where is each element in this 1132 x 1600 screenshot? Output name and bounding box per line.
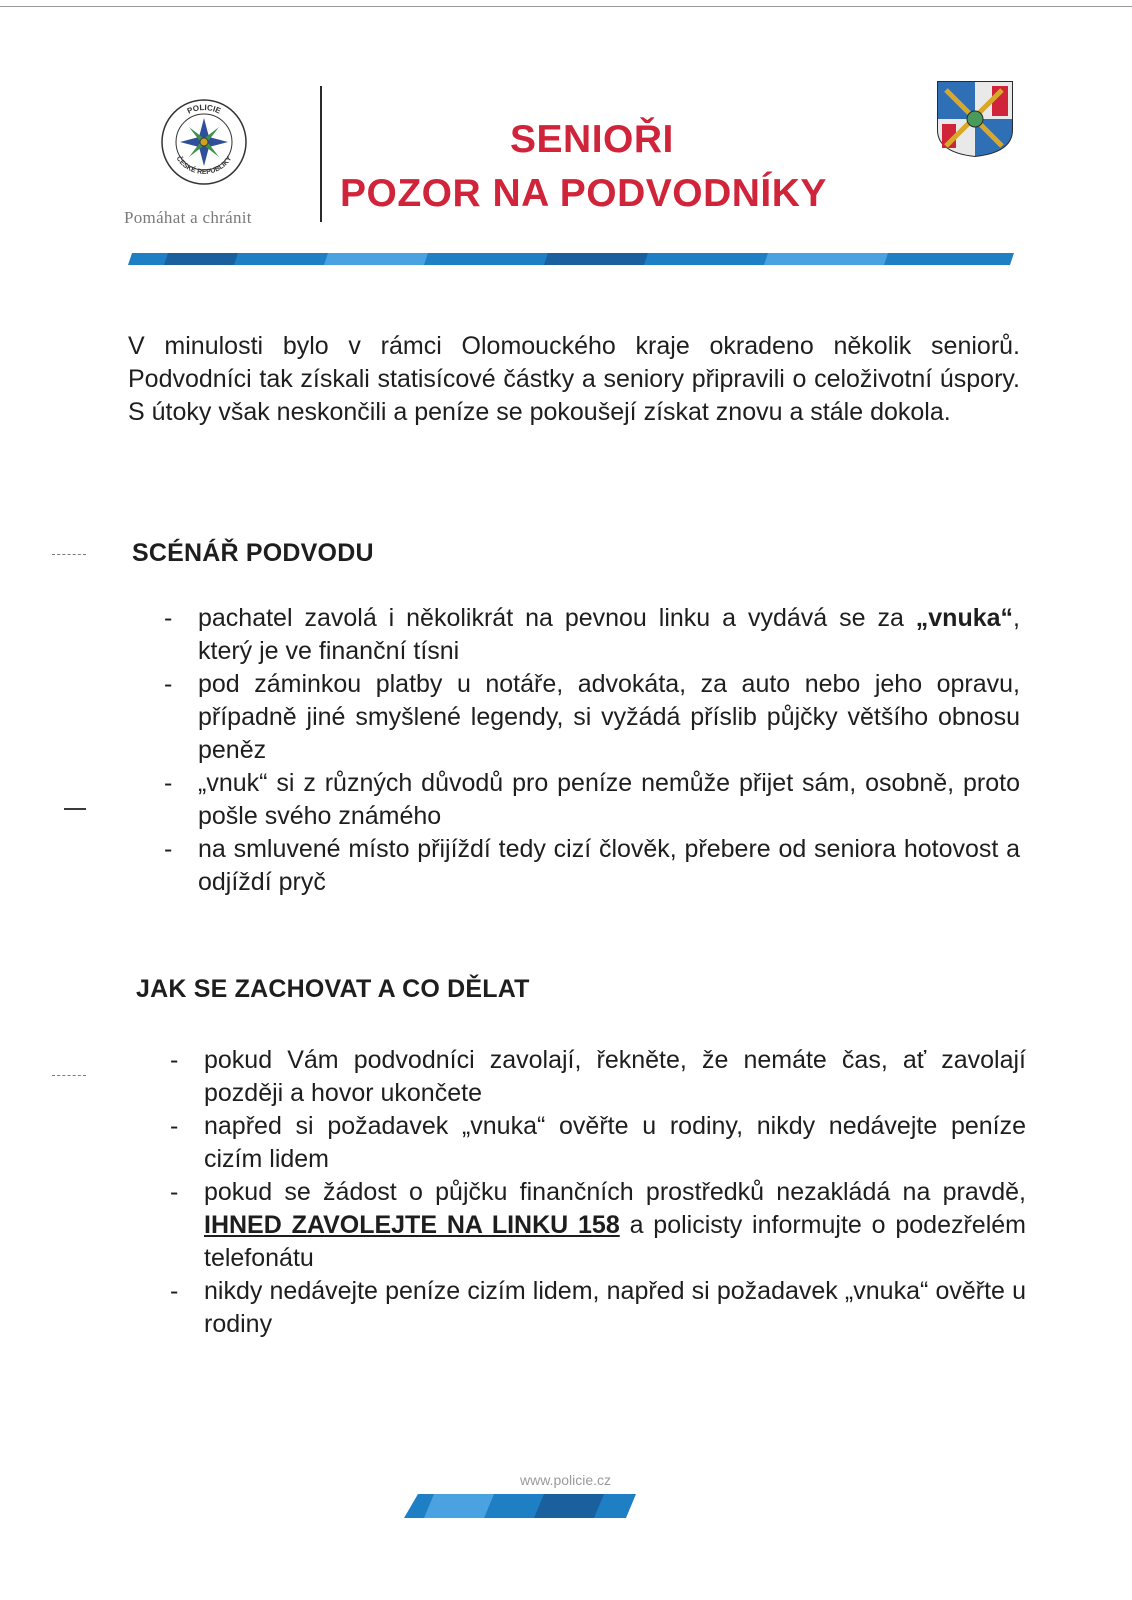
bullet-dash: - [170,1112,179,1140]
bullet-dash: - [164,604,173,632]
item-text: pokud se žádost o půjčku finančních prostředků nezakládá na pravdě, [204,1178,1026,1206]
item-text: pod záminkou platby u notáře, advokáta, za auto nebo jeho opravu, případně jiné smyšlené legendy, si vyžádá příslib půjčky většího obnosu peněz [198,670,1020,764]
list-item [170,1044,1026,1110]
item-text: nikdy nedávejte peníze cizím lidem, napřed si požadavek „vnuka“ ověřte u rodiny [204,1277,1026,1338]
list-item [170,1110,1026,1176]
bullet-dash: - [164,670,173,698]
list-item [170,1275,1026,1341]
police-motto: Pomáhat a chránit [124,208,252,227]
bullet-dash: - [170,1277,179,1305]
list-item [164,602,1020,668]
item-text: „vnuk“ si z různých důvodů pro peníze nemůže přijet sám, osobně, proto pošle svého známého [198,769,1020,830]
list-item [164,668,1020,767]
list-item [164,833,1020,899]
olomouc-region-crest-icon [936,80,1014,158]
intro-paragraph: V minulosti bylo v rámci Olomouckého kraje okradeno několik seniorů. Podvodníci tak získali statisícové částky a seniory připravili o celoživotní úspory. S útoky však neskončili a peníze se pokoušejí získat znovu a stále dokola. [128,332,1020,426]
footer-stripe [404,1494,644,1518]
scan-edge-line [0,6,1132,7]
bullet-dash: - [170,1178,179,1206]
section-heading-advice: JAK SE ZACHOVAT A CO DĚLAT [136,975,530,1003]
scenario-list [164,602,1020,899]
emergency-call-highlight: IHNED ZAVOLEJTE NA LINKU 158 [204,1211,620,1239]
page-title-line1: SENIOŘI [510,118,674,161]
margin-mark [52,554,86,556]
bullet-dash: - [164,769,173,797]
header-divider [320,86,322,222]
item-text: a policisty informujte o podezřelém telefonátu [204,1211,1026,1272]
item-text: , který je ve finanční tísni [198,604,1020,665]
item-text: na smluvené místo přijíždí tedy cizí člověk, přebere od seniora hotovost a odjíždí pryč [198,835,1020,896]
margin-mark [52,1075,86,1077]
item-text: napřed si požadavek „vnuka“ ověřte u rodiny, nikdy nedávejte peníze cizím lidem [204,1112,1026,1173]
item-text-bold: „vnuka“ [915,604,1014,632]
page-title-line2: POZOR NA PODVODNÍKY [340,172,827,215]
badge-lower-text: ČESKÉ REPUBLIKY [174,155,234,177]
item-text: pokud Vám podvodníci zavolají, řekněte, že nemáte čas, ať zavolají později a hovor ukončete [204,1046,1026,1107]
item-text: pachatel zavolá i několikrát na pevnou linku a vydává se za [198,604,916,632]
header-stripe [128,253,1014,265]
bullet-dash: - [164,835,173,863]
footer-url: www.policie.cz [520,1472,612,1488]
advice-list [170,1044,1026,1341]
list-item [164,767,1020,833]
bullet-dash: - [170,1046,179,1074]
police-badge-icon [158,96,250,188]
badge-upper-text: POLICIE [185,102,223,116]
margin-mark [64,808,86,810]
list-item [170,1176,1026,1275]
section-heading-scenario: SCÉNÁŘ PODVODU [132,539,374,567]
